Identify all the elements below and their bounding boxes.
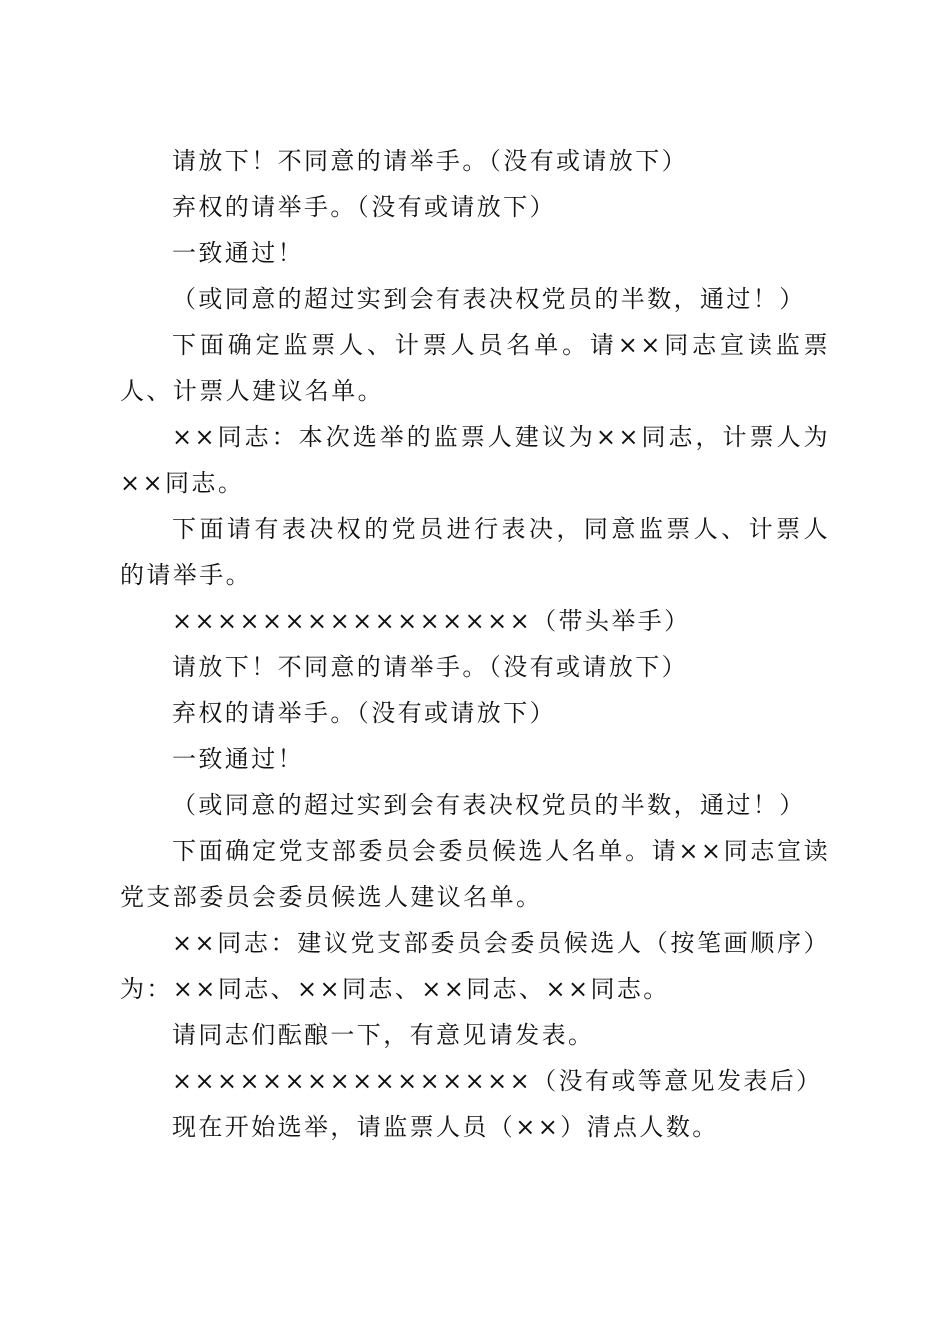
paragraph: 一致通过！ [172,745,304,773]
paragraph: 下面确定监票人、计票人员名单。请××同志宣读监票人、计票人建议名单。 [120,331,830,405]
document-body [120,138,830,1150]
paragraph: （或同意的超过实到会有表决权党员的半数，通过！） [172,285,806,313]
paragraph: 下面请有表决权的党员进行表决，同意监票人、计票人的请举手。 [120,515,830,589]
paragraph: 一致通过！ [172,239,304,267]
paragraph: 请放下！不同意的请举手。（没有或请放下） [172,147,688,175]
paragraph: 弃权的请举手。（没有或请放下） [172,193,556,221]
paragraph: ××同志：本次选举的监票人建议为××同志，计票人为××同志。 [120,423,830,497]
paragraph: 现在开始选举，请监票人员（××）清点人数。 [172,1113,719,1141]
paragraph: ××同志：建议党支部委员会委员候选人（按笔画顺序）为：××同志、××同志、××同志、××同志。 [120,929,830,1003]
paragraph: 请同志们酝酿一下，有意见请发表。 [172,1021,595,1049]
paragraph: （或同意的超过实到会有表决权党员的半数，通过！） [172,791,806,819]
paragraph: 下面确定党支部委员会委员候选人名单。请××同志宣读党支部委员会委员候选人建议名单。 [120,837,830,911]
paragraph: 请放下！不同意的请举手。（没有或请放下） [172,653,688,681]
paragraph: 弃权的请举手。（没有或请放下） [172,699,556,727]
paragraph: ××××××××××××××××（没有或等意见发表后） [172,1067,823,1095]
paragraph: ××××××××××××××××（带头举手） [172,607,691,635]
